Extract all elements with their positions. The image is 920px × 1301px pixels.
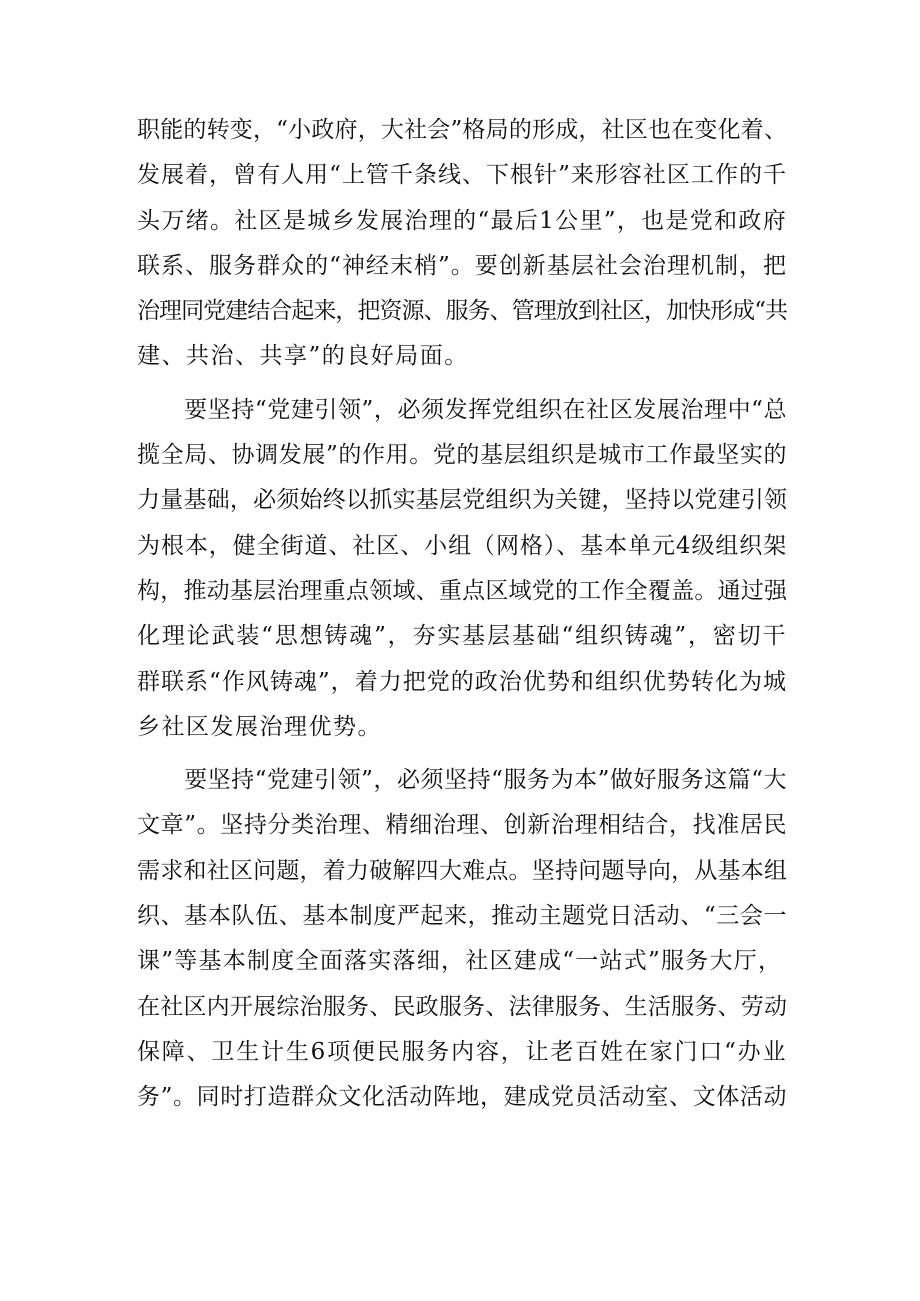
text-line: 构，推动基层治理重点领域、重点区域党的工作全覆盖。通过强: [137, 577, 787, 604]
text-line: 要坚持“党建引领”，必须发挥党组织在社区发展治理中“总: [137, 396, 787, 423]
text-line: 联系、服务群众的“神经末梢”。要创新基层社会治理机制，把: [137, 252, 787, 279]
text-line: 务”。同时打造群众文化活动阵地，建成党员活动室、文体活动: [137, 1084, 787, 1111]
text-line: 课”等基本制度全面落实落细，社区建成“一站式”服务大厅，: [137, 948, 783, 975]
text-line: 力量基础，必须始终以抓实基层党组织为关键，坚持以党建引领: [137, 487, 787, 514]
text-line: 职能的转变，“小政府，大社会”格局的形成，社区也在变化着、: [137, 117, 787, 143]
text-line: 要坚持“党建引领”，必须坚持“服务为本”做好服务这篇“大: [137, 767, 787, 794]
paragraph-2: [137, 388, 787, 750]
text-line: 治理同党建结合起来，把资源、服务、管理放到社区，加快形成“共: [137, 298, 787, 325]
text-line: 在社区内开展综治服务、民政服务、法律服务、生活服务、劳动: [137, 993, 787, 1020]
text-line: 保障、卫生计生6项便民服务内容，让老百姓在家门口“办业: [137, 1038, 787, 1065]
paragraph-spacer: [137, 380, 787, 388]
text-line: 建、共治、共享”的良好局面。: [137, 343, 469, 370]
text-line: 揽全局、协调发展”的作用。党的基层组织是城市工作最坚实的: [137, 442, 787, 469]
text-line: 头万绪。社区是城乡发展治理的“最后1公里”，也是党和政府: [137, 207, 787, 234]
text-line: 织、基本队伍、基本制度严起来，推动主题党日活动、“三会一: [137, 903, 787, 930]
text-line: 群联系“作风铸魂”，着力把党的政治优势和组织优势转化为城: [137, 668, 787, 695]
text-line: 为根本，健全街道、社区、小组（网格）、基本单元4级组织架: [137, 532, 787, 559]
paragraph-3: [137, 758, 787, 1120]
paragraph-spacer: [137, 750, 787, 758]
paragraph-1: [137, 108, 787, 380]
text-line: 化理论武装“思想铸魂”，夯实基层基础“组织铸魂”，密切干: [137, 623, 787, 650]
text-line: 文章”。坚持分类治理、精细治理、创新治理相结合，找准居民: [137, 812, 787, 839]
document-body: [137, 108, 787, 1121]
text-line: 需求和社区问题，着力破解四大难点。坚持问题导向，从基本组: [137, 857, 787, 884]
text-line: 乡社区发展治理优势。: [137, 713, 382, 740]
text-line: 发展着，曾有人用“上管千条线、下根针”来形容社区工作的千: [137, 162, 787, 189]
